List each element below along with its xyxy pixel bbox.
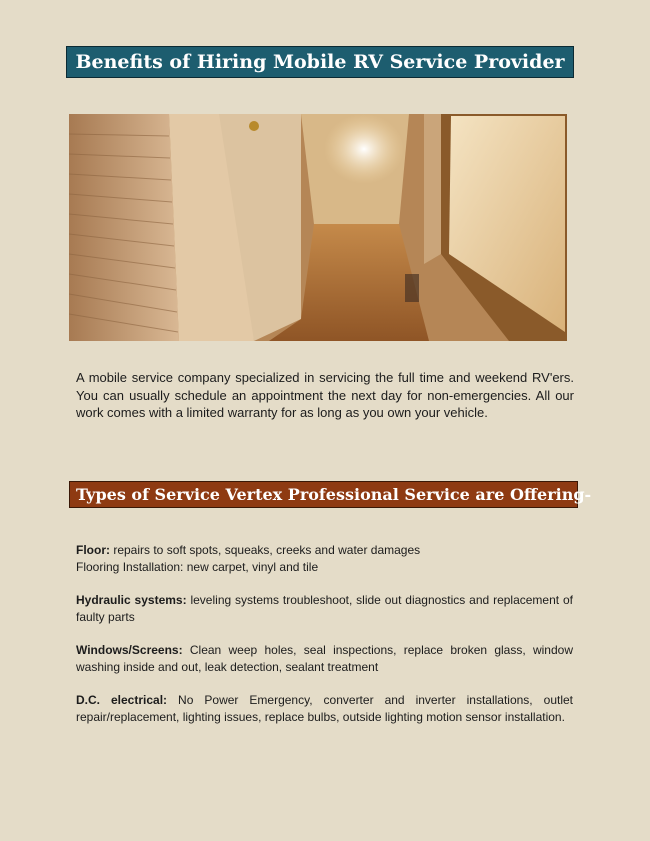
service-text: leveling systems troubleshoot, slide out diagnostics and replacement of faulty parts: [76, 593, 573, 624]
service-text: repairs to soft spots, squeaks, creeks and water damages: [110, 543, 421, 557]
service-item-dc-electrical: [76, 692, 573, 725]
service-item-hydraulic: [76, 592, 573, 625]
service-label: Hydraulic systems:: [76, 593, 187, 607]
rv-hallway-photo: [69, 114, 567, 341]
title-banner: [66, 46, 574, 78]
service-text: Clean weep holes, seal inspections, replace broken glass, window washing inside and out, leak detection, sealant treatment: [76, 643, 573, 674]
page-title: Benefits of Hiring Mobile RV Service Provider: [75, 51, 565, 73]
service-label: Windows/Screens:: [76, 643, 183, 657]
service-label: Floor:: [76, 543, 110, 557]
service-extra: Flooring Installation: new carpet, vinyl and tile: [76, 559, 319, 574]
service-text: No Power Emergency, converter and inverter installations, outlet repair/replacement, lighting issues, replace bulbs, outside lighting motion sensor installation.: [76, 693, 574, 724]
section-banner: [69, 481, 592, 508]
services-list: [76, 542, 573, 742]
service-item-windows: [76, 642, 573, 675]
section-heading: Types of Service Vertex Professional Service are Offering-: [76, 485, 592, 504]
service-label: D.C. electrical:: [76, 693, 168, 707]
service-item-floor: [76, 542, 573, 575]
intro-paragraph: A mobile service company specialized in servicing the full time and weekend RV'ers. You can usually schedule an appointment the next day for non-emergencies. All our work comes with a limited warranty for as long as you own your vehicle.: [76, 370, 574, 420]
